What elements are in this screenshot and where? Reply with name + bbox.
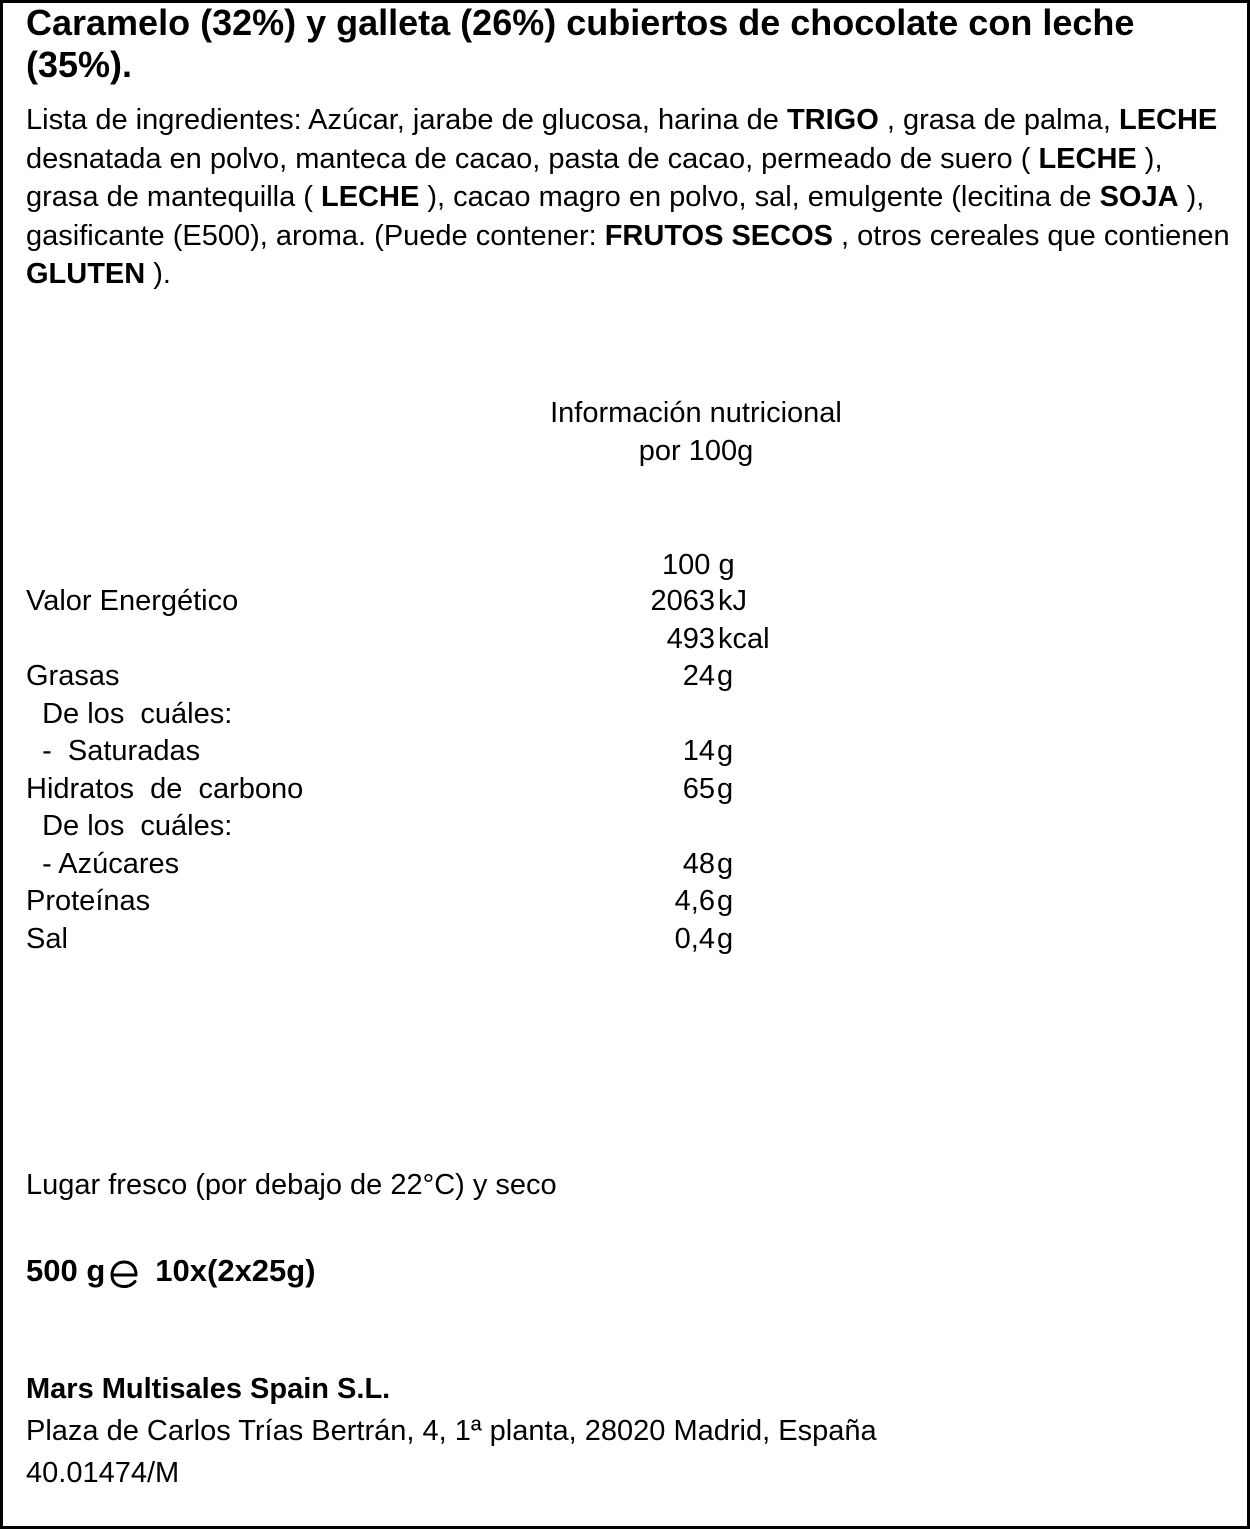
nutrient-unit: g — [717, 923, 734, 955]
nutrition-heading-line2: por 100g — [638, 435, 754, 467]
nutrient-label: De los cuáles: — [26, 698, 233, 730]
ingredient-text: , otros cereales que contienen — [833, 219, 1230, 252]
allergen: LECHE — [1118, 104, 1218, 136]
nutrient-unit: g — [717, 660, 734, 692]
allergen: FRUTOS SECOS — [604, 219, 833, 252]
company-address: Plaza de Carlos Trías Bertrán, 4, 1ª planta, 28020 Madrid, España — [26, 1415, 877, 1447]
ingredient-text: ), gasificante (E500), aroma. (Puede contener: — [26, 181, 1205, 252]
ingredient-text: desnatada en polvo, manteca de cacao, pasta de cacao, permeado de suero ( — [26, 142, 1039, 175]
ingredient-text: ), cacao magro en polvo, sal, emulgente (lecitina de — [419, 181, 1100, 213]
pack-format: 10x(2x25g) — [155, 1253, 316, 1288]
company-code: 40.01474/M — [26, 1457, 180, 1489]
net-weight-line — [26, 1252, 316, 1290]
allergen: LECHE — [321, 181, 420, 213]
nutrient-label: Sal — [26, 923, 68, 955]
nutrition-heading — [496, 396, 896, 468]
nutrient-label: De los cuáles: — [26, 810, 233, 842]
nutrient-value: 24 — [682, 660, 715, 692]
nutrient-label: Grasas — [26, 660, 120, 692]
nutrient-unit: g — [717, 735, 734, 767]
nutrient-unit: g — [717, 885, 734, 917]
net-weight: 500 g — [26, 1253, 106, 1288]
nutrient-unit: g — [717, 773, 734, 805]
storage-instructions: Lugar fresco (por debajo de 22°C) y seco — [26, 1169, 557, 1201]
nutrient-value: 48 — [682, 848, 715, 880]
ingredients-list — [26, 101, 1241, 294]
allergen: TRIGO — [786, 104, 879, 136]
nutrient-label: - Saturadas — [26, 735, 201, 767]
company-name: Mars Multisales Spain S.L. — [26, 1373, 391, 1405]
nutrient-value: 65 — [682, 773, 715, 805]
energy-kj-unit: kJ — [718, 585, 747, 617]
column-header: 100 g — [662, 549, 735, 581]
ingredient-text: ). — [145, 258, 171, 290]
energy-kcal-unit: kcal — [718, 623, 770, 655]
product-title: Caramelo (32%) y galleta (26%) cubiertos de chocolate con leche (35%). — [26, 2, 1135, 85]
nutrient-label: Proteínas — [26, 885, 151, 917]
ingredient-text: , grasa de palma, — [878, 104, 1119, 136]
nutrient-label: - Azúcares — [26, 848, 180, 880]
energy-label: Valor Energético — [26, 585, 239, 617]
nutrient-label: Hidratos de carbono — [26, 773, 304, 805]
allergen: GLUTEN — [26, 258, 146, 290]
allergen: SOJA — [1099, 181, 1179, 213]
ingredient-text: Lista de ingredientes: Azúcar, jarabe de glucosa, harina de — [26, 104, 787, 136]
allergen: LECHE — [1038, 142, 1137, 175]
nutrition-heading-line1: Información nutricional — [550, 397, 842, 429]
e-mark-icon — [107, 1256, 141, 1290]
energy-kcal-value: 493 — [666, 623, 715, 655]
nutrient-value: 4,6 — [674, 885, 715, 917]
ingredient-text: ), grasa de mantequilla ( — [26, 142, 1163, 213]
nutrient-unit: g — [717, 848, 734, 880]
nutrient-value: 0,4 — [674, 923, 715, 955]
energy-kj-value: 2063 — [650, 585, 715, 617]
nutrient-value: 14 — [682, 735, 715, 767]
